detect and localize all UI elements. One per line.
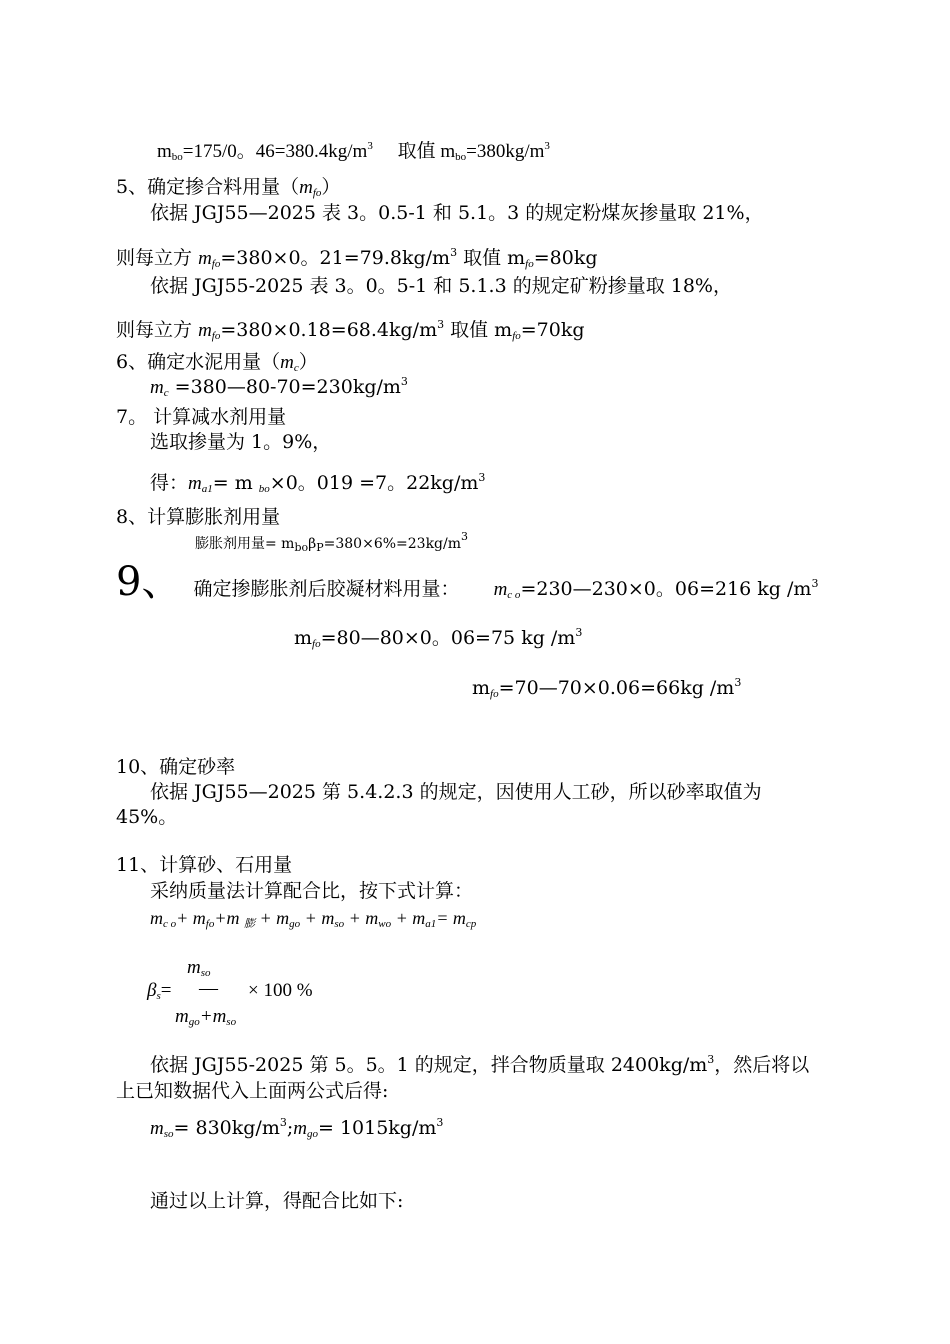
section-6-formula: $m_c$ $=380—80-70=230kg/m^3$ xyxy=(150,375,408,399)
section-10-para-1: 依据 JGJ55—2025 第 5.4.2.3 的规定，因使用人工砂，所以砂率取值为 xyxy=(150,781,762,803)
mass-balance-equation: $m_{c o}+ m_{fo}+m$ $_膨 + m_{go} + m_{so} + m_{wo} + m_{a1}= m_{cp}$ xyxy=(150,908,477,930)
fraction-multiplier: × 100 % xyxy=(248,980,313,1001)
section-7-formula: 得：$m_{a1}= m$ $_{bo}$×0。019 =7。$22kg/m^3$ xyxy=(150,471,486,495)
section-7-para-1: 选取掺量为 1。9%， xyxy=(150,431,332,453)
section-10-para-2: 45%。 xyxy=(116,806,178,828)
final-line: 通过以上计算，得配合比如下: xyxy=(150,1190,404,1212)
section-11-para-1: 采纳质量法计算配合比，按下式计算： xyxy=(150,880,474,902)
fraction-numerator: $m_{so}$ xyxy=(187,957,211,979)
section-5-para-3: 依据 JGJ55-2025 表 3。0。5-1 和 5.1.3 的规定矿粉掺量取 18%， xyxy=(150,275,732,297)
line-mbo-calc: $m_{bo}=175/0$。$46=380.4kg/m^3$ 取值 $m_{bo}=380kg/m^3$ xyxy=(157,140,550,163)
section-11-para-2: 依据 JGJ55-2025 第 5。5。1 的规定，拌合物质量取 $2400kg/m^3$，然后将以 xyxy=(150,1053,810,1076)
section-9-formula-2: $m_{fo}=80—80\times 0$。06=75 kg $/m^3$ xyxy=(294,626,583,650)
section-9-formula-3: $m_{fo}=70—70\times 0.06=66kg$ $/m^3$ xyxy=(472,676,742,700)
fraction-denominator: $m_{go}+m_{so}$ xyxy=(175,1006,237,1028)
section-8-title: 8、计算膨胀剂用量 xyxy=(116,506,281,528)
section-5-para-2: 则每立方 $m_{fo}=380\times 0$。$21=79.8kg/m^3$ 取值 $m_{fo}=80kg$ xyxy=(116,246,598,270)
fraction-bar: — xyxy=(199,978,218,999)
fraction-lhs: $\beta_s=$ xyxy=(147,980,172,1002)
section-5-para-4: 则每立方 $m_{fo}=380\times 0.18=68.4kg/m^3$ 取值 $m_{fo}=70kg$ xyxy=(116,318,585,342)
section-11-title: 11、计算砂、石用量 xyxy=(116,854,293,876)
section-5-para-1: 依据 JGJ55—2025 表 3。0.5-1 和 5.1。3 的规定粉煤灰掺量取 21%， xyxy=(150,202,764,224)
section-9-title: 9、 确定掺膨胀剂后胶凝材料用量： $m_{c o}=230—230\times 0$。06=216 kg $/m^3$ xyxy=(116,559,819,605)
section-8-formula: 膨胀剂用量= $m_{bo}\beta_P=380\times 6\%=23kg/m^3$ xyxy=(195,530,469,554)
section-6-title: 6、确定水泥用量$(m_c)$ xyxy=(116,351,318,374)
result-line: $m_{so}=$ $830kg/m^3;m_{go}= 1015kg/m^3$ xyxy=(150,1116,444,1140)
section-11-para-3: 上已知数据代入上面两公式后得: xyxy=(116,1080,389,1102)
section-10-title: 10、确定砂率 xyxy=(116,756,236,778)
section-7-title: 7。 计算减水剂用量 xyxy=(116,406,287,428)
section-5-title: 5、确定掺合料用量$(m_{fo})$ xyxy=(116,176,341,199)
